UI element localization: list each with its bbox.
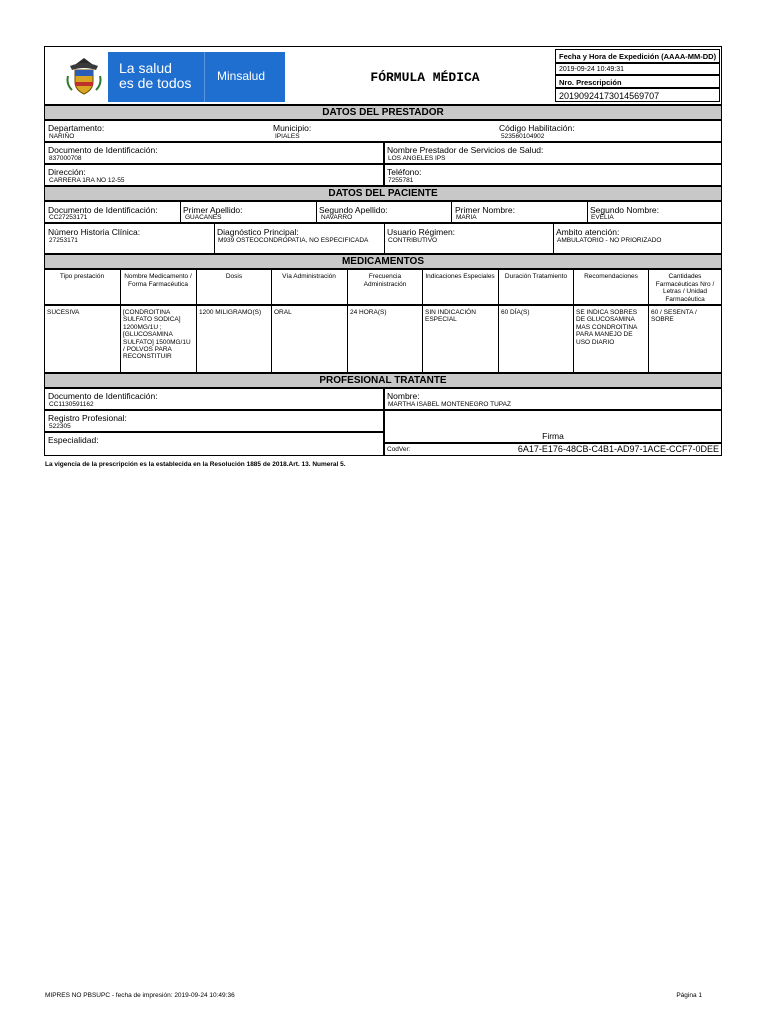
prestador-nombre-label: Nombre Prestador de Servicios de Salud: <box>387 145 544 155</box>
paciente-row1-divider-4 <box>587 201 588 223</box>
codver-value: 6A17-E176-48CB-C4B1-AD97-1ACE-CCF7-0DEE <box>517 444 719 454</box>
paciente-row1-divider-3 <box>451 201 452 223</box>
direccion-value: CARRERA 1RA NO 12-55 <box>49 177 125 184</box>
paciente-row2-divider-1 <box>214 223 215 254</box>
regimen-value: CONTRIBUTIVO <box>388 237 438 244</box>
med-col-divider-4 <box>347 269 348 373</box>
page-title: FÓRMULA MÉDICA <box>370 70 480 85</box>
coat-of-arms-logo <box>62 54 106 98</box>
ambito-label: Ambito atención: <box>556 227 620 237</box>
segundo-nombre-value: EVELIA <box>591 214 614 221</box>
regimen-label: Usuario Régimen: <box>387 227 456 237</box>
logo-text-line2: es de todos <box>119 75 192 91</box>
registro-value: 522305 <box>49 423 71 430</box>
med-col-divider-2 <box>196 269 197 373</box>
profesional-nombre-label: Nombre: <box>387 391 420 401</box>
med-nombre-value: [CONDROITINA SULFATO SODICA] 1200MG/1U ; [GLUCOSAMINA SULFATO] 1500MG/1U / POLVOS PARA RECONSTITUIR <box>123 309 191 361</box>
municipio-label: Municipio: <box>273 123 312 133</box>
prestador-documento-value: 837000708 <box>49 155 82 162</box>
profesional-documento-label: Documento de Identificación: <box>48 391 158 401</box>
med-duracion-value: 60 DÍA(S) <box>501 309 530 316</box>
prestador-documento-label: Documento de Identificación: <box>48 145 158 155</box>
historia-clinica-value: 27253171 <box>49 237 78 244</box>
med-header-via: Vía Administración <box>282 273 336 280</box>
municipio-value: IPIALES <box>275 133 300 140</box>
diagnostico-value: M939 OSTEOCONDROPATIA, NO ESPECIFICADA <box>218 237 369 244</box>
ministry-name: Minsalud <box>217 69 266 83</box>
paciente-row2-divider-2 <box>384 223 385 254</box>
paciente-row1-divider-1 <box>180 201 181 223</box>
primer-apellido-value: GUACANES <box>185 214 222 221</box>
section-medicamentos: MEDICAMENTOS <box>44 254 722 269</box>
med-header-tipo: Tipo prestación <box>59 273 105 280</box>
ambito-value: AMBULATORIO - NO PRIORIZADO <box>557 237 662 244</box>
segundo-nombre-label: Segundo Nombre: <box>590 205 659 215</box>
section-prestador: DATOS DEL PRESTADOR <box>44 105 722 120</box>
firma-label: Firma <box>542 431 564 441</box>
registro-label: Registro Profesional: <box>48 413 127 423</box>
print-date: MIPRES NO PBSUPC - fecha de impresión: 2019-09-24 10:49:36 <box>45 992 235 999</box>
historia-clinica-label: Número Historia Clínica: <box>48 227 141 237</box>
especialidad-label: Especialidad: <box>48 435 99 445</box>
med-header-duracion: Duración Tratamiento <box>504 273 568 280</box>
codigo-habilitacion-value: 523560104902 <box>501 133 545 140</box>
paciente-row1-divider-2 <box>316 201 317 223</box>
nro-label: Nro. Prescripción <box>555 75 720 88</box>
logo-text-line1: La salud <box>119 60 172 76</box>
med-indicaciones-value: SIN INDICACIÓN ESPECIAL <box>425 309 476 324</box>
departamento-label: Departamento: <box>48 123 105 133</box>
prestador-row3-right <box>384 164 722 186</box>
diagnostico-label: Diagnóstico Principal: <box>217 227 299 237</box>
page-number: Página 1 <box>676 992 702 999</box>
med-tipo-value: SUCESIVA <box>47 309 80 316</box>
departamento-value: NARIÑO <box>49 133 75 140</box>
med-cantidades-value: 60 / SESENTA / SOBRE <box>651 309 697 324</box>
prestador-row1 <box>44 120 722 142</box>
primer-apellido-label: Primer Apellido: <box>183 205 243 215</box>
primer-nombre-label: Primer Nombre: <box>455 205 515 215</box>
med-dosis-value: 1200 MILIGRAMO(S) <box>199 309 262 316</box>
primer-nombre-value: MARIA <box>456 214 477 221</box>
med-header-dosis: Dosis <box>225 273 243 280</box>
med-header-cantidades: Cantidades Farmacéuticas Nro / Letras / Unidad Farmacéutica <box>655 273 715 303</box>
segundo-apellido-value: NAVARRO <box>321 214 353 221</box>
telefono-value: 7255781 <box>388 177 414 184</box>
med-header-nombre: Nombre Medicamento / Forma Farmacéutica <box>124 273 192 288</box>
paciente-documento-value: CC27253171 <box>49 214 88 221</box>
med-recomendaciones-value: SE INDICA SOBRES DE GLUCOSAMINA MAS CONDROITINA PARA MANEJO DE USO DIARIO <box>576 309 638 346</box>
med-frecuencia-value: 24 HORA(S) <box>350 309 387 316</box>
med-col-divider-3 <box>271 269 272 373</box>
profesional-nombre-value: MARTHA ISABEL MONTENEGRO TUPAZ <box>388 401 511 408</box>
segundo-apellido-label: Segundo Apellido: <box>319 205 388 215</box>
fecha-label: Fecha y Hora de Expedición (AAAA-MM-DD) <box>555 49 720 63</box>
direccion-label: Dirección: <box>48 167 86 177</box>
telefono-label: Teléfono: <box>387 167 422 177</box>
med-via-value: ORAL <box>274 309 292 316</box>
section-profesional: PROFESIONAL TRATANTE <box>44 373 722 388</box>
codigo-habilitacion-label: Código Habilitación: <box>499 123 575 133</box>
section-paciente: DATOS DEL PACIENTE <box>44 186 722 201</box>
med-header-frecuencia: Frecuencia Administración <box>363 273 407 288</box>
profesional-documento-value: CC1130591162 <box>49 401 94 408</box>
paciente-documento-label: Documento de Identificación: <box>48 205 158 215</box>
med-header-indicaciones: Indicaciones Especiales <box>425 273 495 280</box>
codver-label: CodVer: <box>387 446 411 453</box>
med-header-recomendaciones: Recomendaciones <box>584 273 638 280</box>
fecha-value: 2019-09-24 10:49:31 <box>555 63 720 75</box>
prestador-nombre-value: LOS ANGELES IPS <box>388 155 446 162</box>
logo-divider <box>204 52 205 102</box>
paciente-row2-divider-3 <box>553 223 554 254</box>
vigencia-note: La vigencia de la prescripción es la establecida en la Resolución 1885 de 2018.Art. 13. Numeral 5. <box>45 461 346 468</box>
nro-value: 20190924173014569707 <box>555 88 720 102</box>
brand-logo-box <box>108 52 285 102</box>
med-col-divider-6 <box>498 269 499 373</box>
